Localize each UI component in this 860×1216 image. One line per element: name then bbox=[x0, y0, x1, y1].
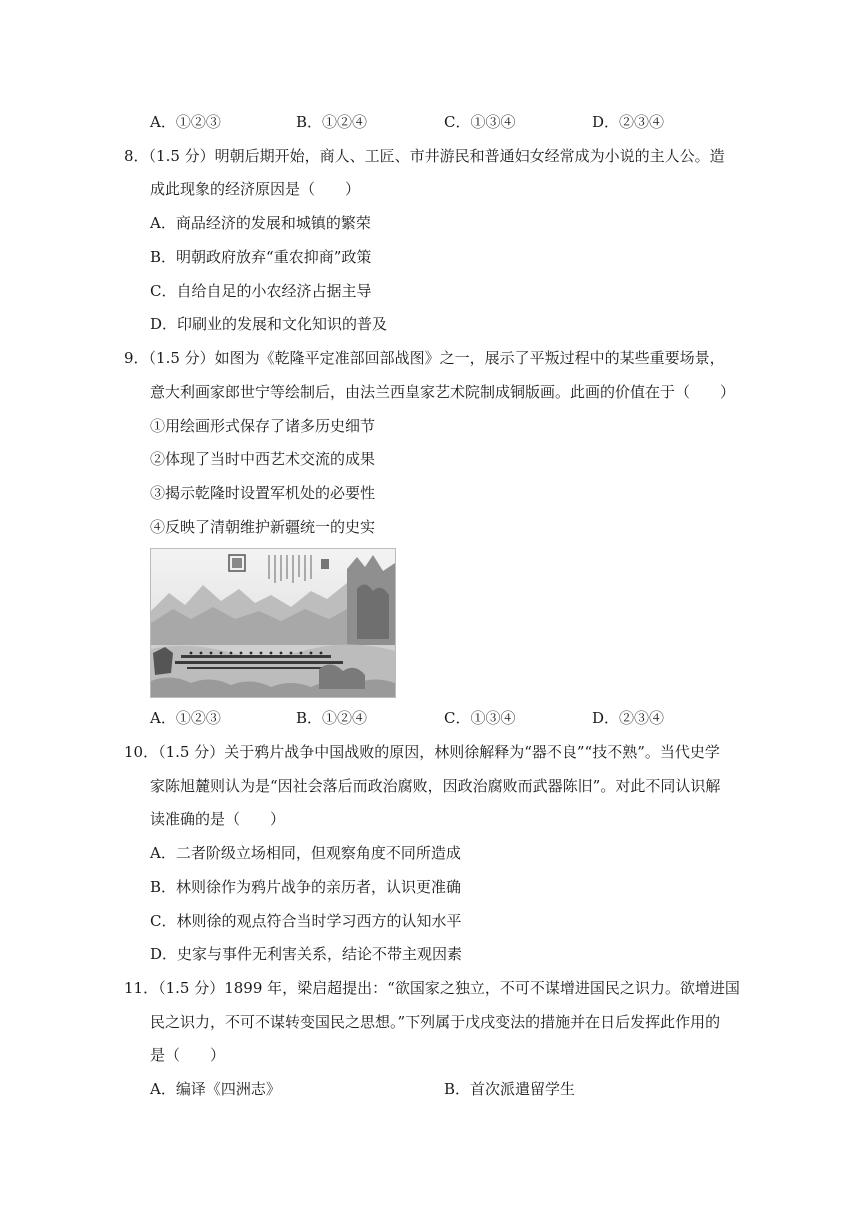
q8-option-a[interactable]: A．商品经济的发展和城镇的繁荣 bbox=[150, 214, 371, 232]
q11-option-b[interactable]: B．首次派遣留学生 bbox=[444, 1080, 576, 1098]
q7-option-c[interactable]: C．①③④ bbox=[444, 113, 516, 131]
q11-stem-line-2: 民之识力，不可不谋转变国民之思想。”下列属于戊戌变法的措施并在日后发挥此作用的 bbox=[150, 1013, 721, 1031]
q8-stem-line-1: 8．（1.5 分）明朝后期开始，商人、工匠、市井游民和普通妇女经常成为小说的主人公。造 bbox=[124, 147, 725, 165]
q8-option-b[interactable]: B．明朝政府放弃“重农抑商”政策 bbox=[150, 248, 372, 266]
q9-option-c[interactable]: C．①③④ bbox=[444, 709, 516, 727]
q7-option-a[interactable]: A．①②③ bbox=[150, 113, 221, 131]
q9-stem-line-1: 9．（1.5 分）如图为《乾隆平定准部回部战图》之一，展示了平叛过程中的某些重要场景， bbox=[124, 349, 725, 367]
q11-stem-line-3: 是（ ） bbox=[150, 1046, 226, 1064]
q7-option-d[interactable]: D．②③④ bbox=[592, 113, 665, 131]
q8-option-d[interactable]: D．印刷业的发展和文化知识的普及 bbox=[150, 315, 388, 333]
q11-stem-line-1: 11．（1.5 分）1899 年，梁启超提出：“欲国家之独立，不可不谋增进国民之识力。欲增进国 bbox=[124, 979, 740, 997]
q10-option-a[interactable]: A．二者阶级立场相同，但观察角度不同所造成 bbox=[150, 844, 461, 862]
q9-option-b[interactable]: B．①②④ bbox=[296, 709, 368, 727]
q10-stem-line-1: 10．（1.5 分）关于鸦片战争中国战败的原因，林则徐解释为“器不良”“技不熟”。当代史学 bbox=[124, 743, 720, 761]
q9-option-d[interactable]: D．②③④ bbox=[592, 709, 665, 727]
q9-option-a[interactable]: A．①②③ bbox=[150, 709, 221, 727]
q9-item-2: ②体现了当时中西艺术交流的成果 bbox=[150, 450, 376, 468]
q11-option-a[interactable]: A．编译《四洲志》 bbox=[150, 1080, 281, 1098]
q10-stem-line-2: 家陈旭麓则认为是“因社会落后而政治腐败，因政治腐败而武器陈旧”。对此不同认识解 bbox=[150, 777, 721, 795]
q10-option-c[interactable]: C．林则徐的观点符合当时学习西方的认知水平 bbox=[150, 912, 462, 930]
battle-painting-image bbox=[150, 548, 396, 698]
q8-stem-line-2: 成此现象的经济原因是（ ） bbox=[150, 180, 361, 198]
q9-item-4: ④反映了清朝维护新疆统一的史实 bbox=[150, 518, 376, 536]
q10-option-b[interactable]: B．林则徐作为鸦片战争的亲历者，认识更准确 bbox=[150, 878, 462, 896]
q8-option-c[interactable]: C．自给自足的小农经济占据主导 bbox=[150, 282, 372, 300]
q9-item-3: ③揭示乾隆时设置军机处的必要性 bbox=[150, 484, 376, 502]
q9-item-1: ①用绘画形式保存了诸多历史细节 bbox=[150, 417, 376, 435]
q10-stem-line-3: 读准确的是（ ） bbox=[150, 810, 286, 828]
q10-option-d[interactable]: D．史家与事件无利害关系，结论不带主观因素 bbox=[150, 945, 463, 963]
q7-option-b[interactable]: B．①②④ bbox=[296, 113, 368, 131]
q9-stem-line-2: 意大利画家郎世宁等绘制后，由法兰西皇家艺术院制成铜版画。此画的价值在于（ ） bbox=[150, 383, 736, 401]
